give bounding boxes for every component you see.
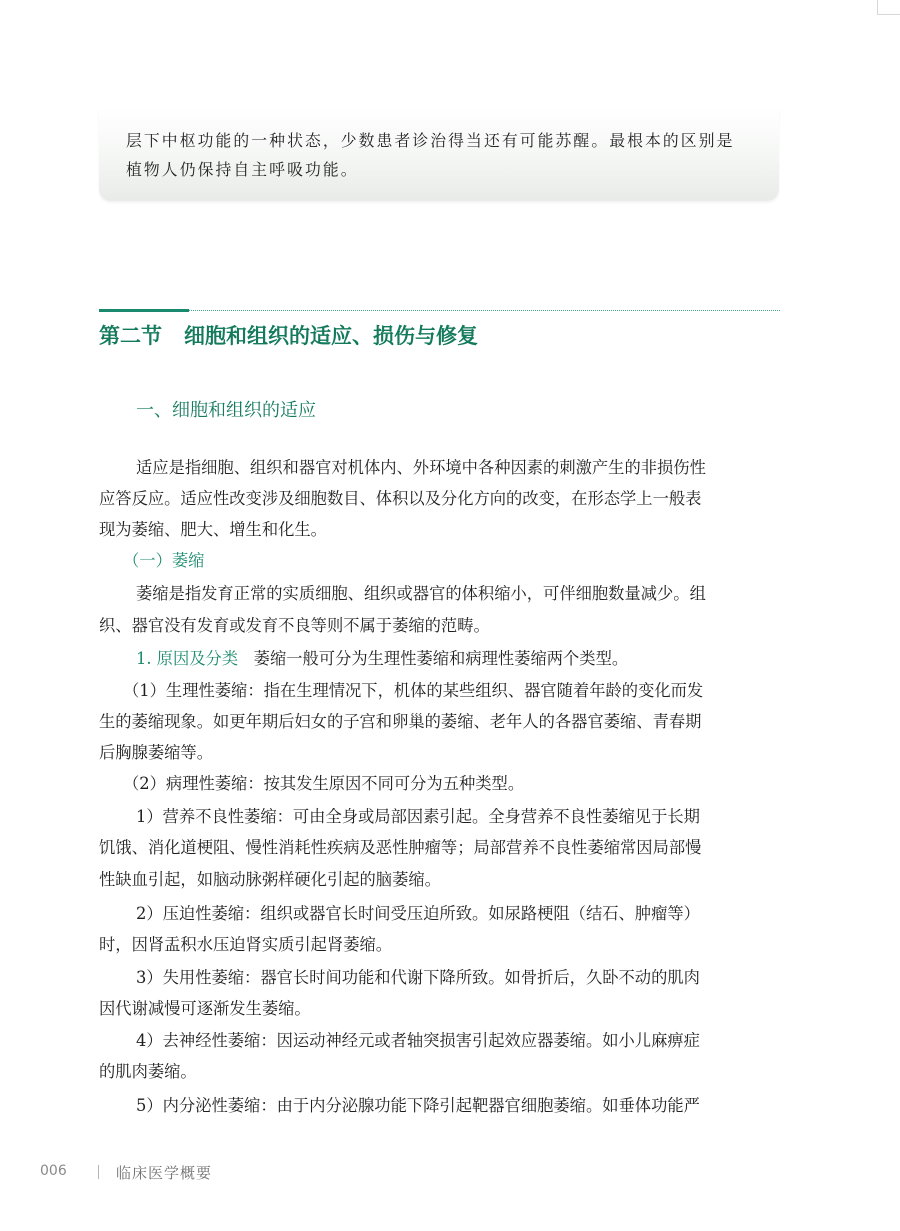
paragraph-line: 生的萎缩现象。如更年期后妇女的子宫和卵巢的萎缩、老年人的各器官萎缩、青春期 [99,712,702,731]
section-number: 第二节 [99,323,162,348]
paragraph-line [136,645,628,669]
section-title: 细胞和组织的适应、损伤与修复 [184,323,478,348]
note-box [99,108,779,201]
paragraph-line: 4）去神经性萎缩：因运动神经元或者轴突损害引起效应器萎缩。如小儿麻痹症 [136,1031,700,1050]
paragraph-line: 现为萎缩、肥大、增生和化生。 [99,520,327,539]
note-line-1: 层下中枢功能的一种状态，少数患者诊治得当还有可能苏醒。最根本的区别是 [126,131,735,150]
paragraph-line: 织、器官没有发育或发育不良等则不属于萎缩的范畴。 [99,616,490,635]
footer-divider [98,1165,99,1179]
section-heading [99,320,478,350]
paragraph-line: 的肌肉萎缩。 [99,1062,197,1081]
cause-classification-text: 萎缩一般可分为生理性萎缩和病理性萎缩两个类型。 [253,649,629,668]
crop-mark [877,0,900,15]
paragraph-line: 饥饿、消化道梗阻、慢性消耗性疾病及恶性肿瘤等；局部营养不良性萎缩常因局部慢 [99,838,702,857]
paragraph-line: 2）压迫性萎缩：组织或器官长时间受压迫所致。如尿路梗阻（结石、肿瘤等） [136,904,700,923]
paragraph-line: 萎缩是指发育正常的实质细胞、组织或器官的体积缩小，可伴细胞数量减少。组 [136,584,706,603]
heading-atrophy: （一）萎缩 [123,551,205,570]
paragraph-line: 1）营养不良性萎缩：可由全身或局部因素引起。全身营养不良性萎缩见于长期 [136,807,700,826]
paragraph-line: （1）生理性萎缩：指在生理情况下，机体的某些组织、器官随着年龄的变化而发 [123,681,704,700]
section-rule-dotted [189,310,780,311]
subsection-heading: 一、细胞和组织的适应 [136,400,316,421]
note-line-2: 植物人仍保持自主呼吸功能。 [126,160,359,179]
page-number: 006 [40,1163,67,1179]
paragraph-line: 应答反应。适应性改变涉及细胞数目、体积以及分化方向的改变，在形态学上一般表 [99,489,702,508]
cause-classification-label: 1. 原因及分类 [136,649,239,668]
paragraph-line: 后胸腺萎缩等。 [99,743,213,762]
paragraph-line: 因代谢减慢可逐渐发生萎缩。 [99,999,311,1018]
paragraph-line: 5）内分泌性萎缩：由于内分泌腺功能下降引起靶器官细胞萎缩。如垂体功能严 [136,1096,700,1115]
paragraph-line: 性缺血引起，如脑动脉粥样硬化引起的脑萎缩。 [99,870,441,889]
paragraph-line: （2）病理性萎缩：按其发生原因不同可分为五种类型。 [123,774,525,793]
paragraph-line: 3）失用性萎缩：器官长时间功能和代谢下降所致。如骨折后，久卧不动的肌肉 [136,968,700,987]
paragraph-line: 适应是指细胞、组织和器官对机体内、外环境中各种因素的刺激产生的非损伤性 [136,458,706,477]
section-rule-accent [99,309,189,312]
running-footer-title: 临床医学概要 [116,1164,213,1182]
paragraph-line: 时，因肾盂积水压迫肾实质引起肾萎缩。 [99,935,393,954]
